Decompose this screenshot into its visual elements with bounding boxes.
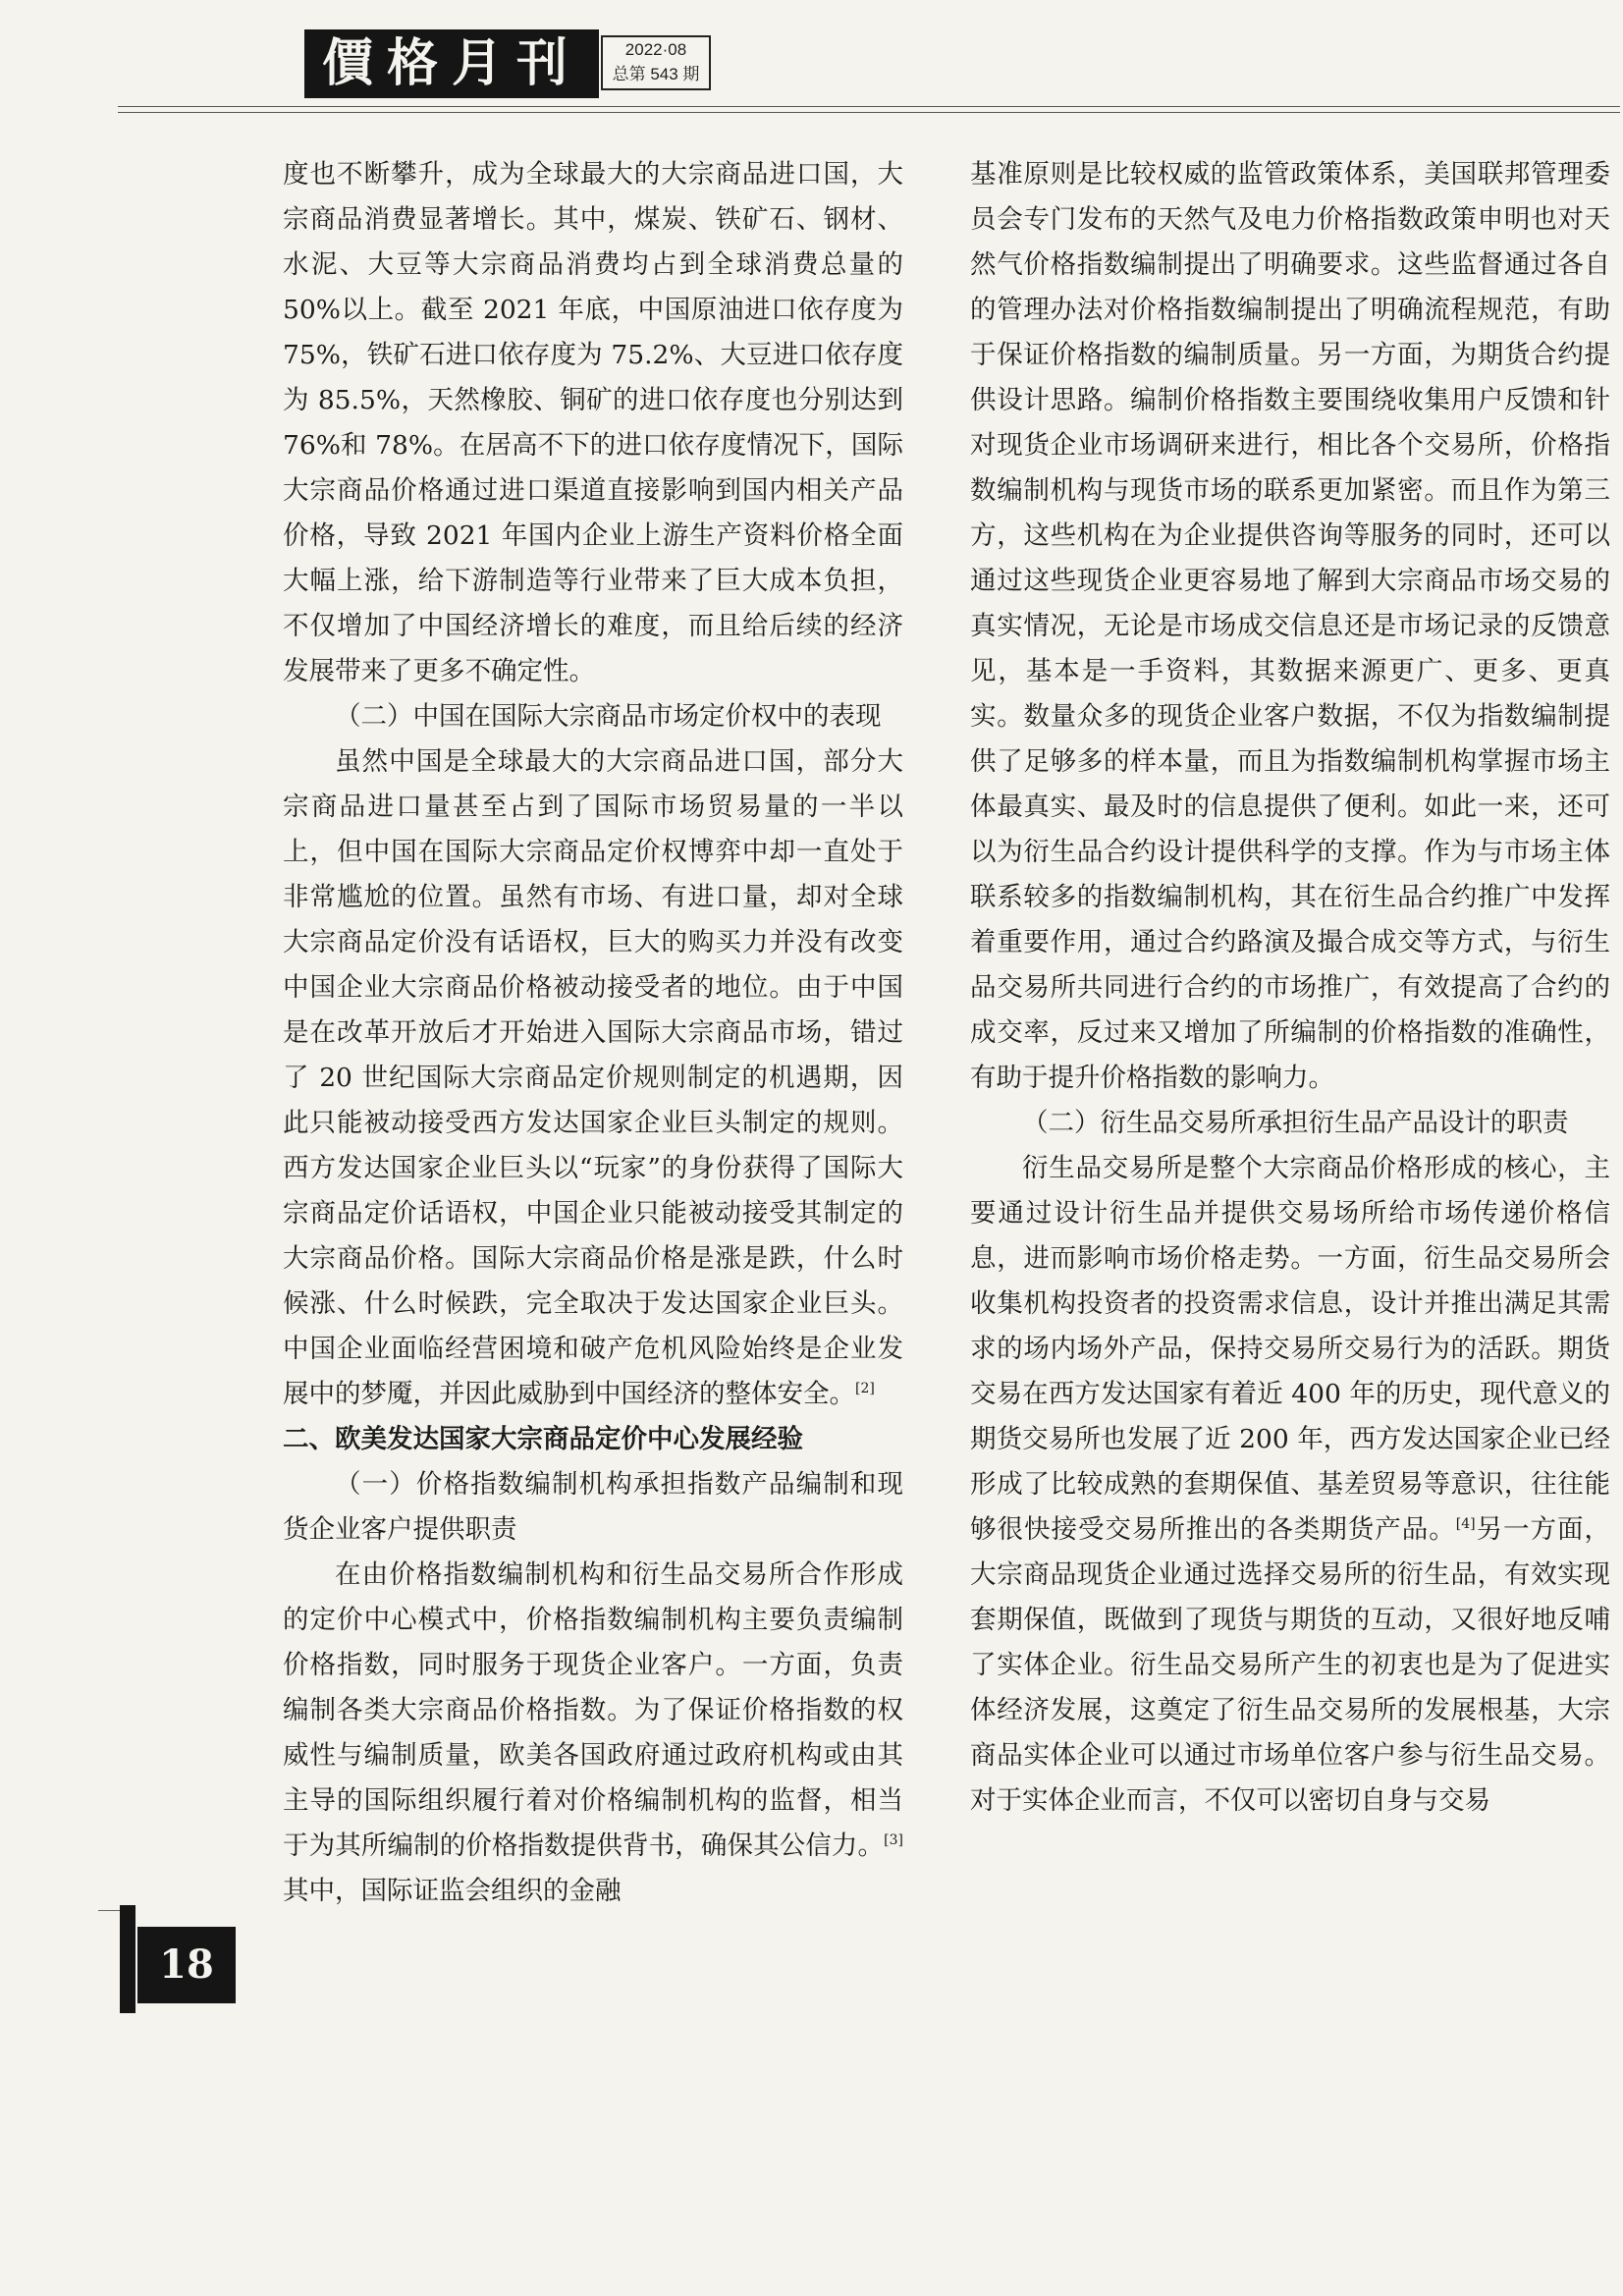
paragraph bbox=[283, 1553, 903, 1914]
paragraph-text: 在由价格指数编制机构和衍生品交易所合作形成的定价中心模式中，价格指数编制机构主要负责编制价格指数，同时服务于现货企业客户。一方面，负责编制各类大宗商品价格指数。为了保证价格指数的权威性与编制质量，欧美各国政府通过政府机构或由其主导的国际组织履行着对价格编制机构的监督，相当于为其所编制的价格指数提供背书，确保其公信力。 bbox=[283, 1559, 903, 1861]
paragraph-text: 衍生品交易所是整个大宗商品价格形成的核心，主要通过设计衍生品并提供交易场所给市场传递价格信息，进而影响市场价格走势。一方面，衍生品交易所会收集机构投资者的投资需求信息，设计并推出满足其需求的场内场外产品，保持交易所交易行为的活跃。期货交易在西方发达国家有着近 400 年的历史，现代意义的期货交易所也发展了近 200 年，西方发达国家企业已经形成了比较成熟的套期保值、基差贸易等意识，往往能够很快接受交易所推出的各类期货产品。 bbox=[970, 1153, 1610, 1545]
paragraph-text: 其中，国际证监会组织的金融 bbox=[283, 1876, 622, 1906]
subsection-heading: （二）衍生品交易所承担衍生品产品设计的职责 bbox=[1022, 1108, 1569, 1138]
citation-ref: [3] bbox=[884, 1832, 903, 1849]
citation-ref: [2] bbox=[855, 1381, 875, 1397]
paragraph: 度也不断攀升，成为全球最大的大宗商品进口国，大宗商品消费显著增长。其中，煤炭、铁矿石、钢材、水泥、大豆等大宗商品消费均占到全球消费总量的 50%以上。截至 2021 年底，中国原油进口依存度为 75%，铁矿石进口依存度为 75.2%、大豆进口依存度为 85.5%，天然橡胶、铜矿的进口依存度也分别达到 76%和 78%。在居高不下的进口依存度情况下，国际大宗商品价格通过进口渠道直接影响到国内相关产品价格，导致 2021 年国内企业上游生产资料价格全面大幅上涨，给下游制造等行业带来了巨大成本负担，不仅增加了中国经济增长的难度，而且给后续的经济发展带来了更多不确定性。 bbox=[283, 159, 903, 686]
paragraph-text: 另一方面，大宗商品现货企业通过选择交易所的衍生品，有效实现套期保值，既做到了现货与期货的互动，又很好地反哺了实体企业。衍生品交易所产生的初衷也是为了促进实体经济发展，这奠定了衍生品交易所的发展根基，大宗商品实体企业可以通过市场单位客户参与衍生品交易。对于实体企业而言，不仅可以密切自身与交易 bbox=[970, 1514, 1611, 1816]
issue-date: 2022·08 bbox=[624, 40, 687, 59]
left-column bbox=[283, 152, 903, 1914]
citation-ref: [4] bbox=[1455, 1516, 1476, 1533]
paragraph bbox=[970, 1146, 1610, 1824]
paragraph-text: 虽然中国是全球最大的大宗商品进口国，部分大宗商品进口量甚至占到了国际市场贸易量的一半以上，但中国在国际大宗商品定价权博弈中却一直处于非常尴尬的位置。虽然有市场、有进口量，却对全球大宗商品定价没有话语权，巨大的购买力并没有改变中国企业大宗商品价格被动接受者的地位。由于中国是在改革开放后才开始进入国际大宗商品市场，错过了 20 世纪国际大宗商品定价规则制定的机遇期，因此只能被动接受西方发达国家企业巨头制定的规则。西方发达国家企业巨头以“玩家”的身份获得了国际大宗商品定价话语权，中国企业只能被动接受其制定的大宗商品价格。国际大宗商品价格是涨是跌，什么时候涨、什么时候跌，完全取决于发达国家企业巨头。中国企业面临经营困境和破产危机风险始终是企业发展中的梦魇，并因此威胁到中国经济的整体安全。 bbox=[283, 746, 903, 1409]
issue-info bbox=[601, 35, 711, 90]
page-number-tab bbox=[120, 1905, 135, 2013]
right-column bbox=[970, 152, 1610, 1824]
subsection-heading: （一）价格指数编制机构承担指数产品编制和现货企业客户提供职责 bbox=[283, 1469, 903, 1545]
paragraph: 基准原则是比较权威的监管政策体系，美国联邦管理委员会专门发布的天然气及电力价格指数政策申明也对天然气价格指数编制提出了明确要求。这些监督通过各自的管理办法对价格指数编制提出了明确流程规范，有助于保证价格指数的编制质量。另一方面，为期货合约提供设计思路。编制价格指数主要围绕收集用户反馈和针对现货企业市场调研来进行，相比各个交易所，价格指数编制机构与现货市场的联系更加紧密。而且作为第三方，这些机构在为企业提供咨询等服务的同时，还可以通过这些现货企业更容易地了解到大宗商品市场交易的真实情况，无论是市场成交信息还是市场记录的反馈意见，基本是一手资料，其数据来源更广、更多、更真实。数量众多的现货企业客户数据，不仅为指数编制提供了足够多的样本量，而且为指数编制机构掌握市场主体最真实、最及时的信息提供了便利。如此一来，还可以为衍生品合约设计提供科学的支撑。作为与市场主体联系较多的指数编制机构，其在衍生品合约推广中发挥着重要作用，通过合约路演及撮合成交等方式，与衍生品交易所共同进行合约的市场推广，有效提高了合约的成交率，反过来又增加了所编制的价格指数的准确性，有助于提升价格指数的影响力。 bbox=[970, 159, 1610, 1093]
journal-logo: 價格月刊 bbox=[304, 29, 599, 98]
paragraph bbox=[283, 739, 903, 1417]
page-number: 18 bbox=[137, 1927, 236, 2003]
section-heading: 二、欧美发达国家大宗商品定价中心发展经验 bbox=[283, 1424, 803, 1454]
header-rule-thin bbox=[118, 112, 1620, 113]
header-rule bbox=[118, 106, 1620, 107]
issue-number: 总第 543 期 bbox=[612, 65, 700, 83]
subsection-heading: （二）中国在国际大宗商品市场定价权中的表现 bbox=[335, 701, 882, 732]
